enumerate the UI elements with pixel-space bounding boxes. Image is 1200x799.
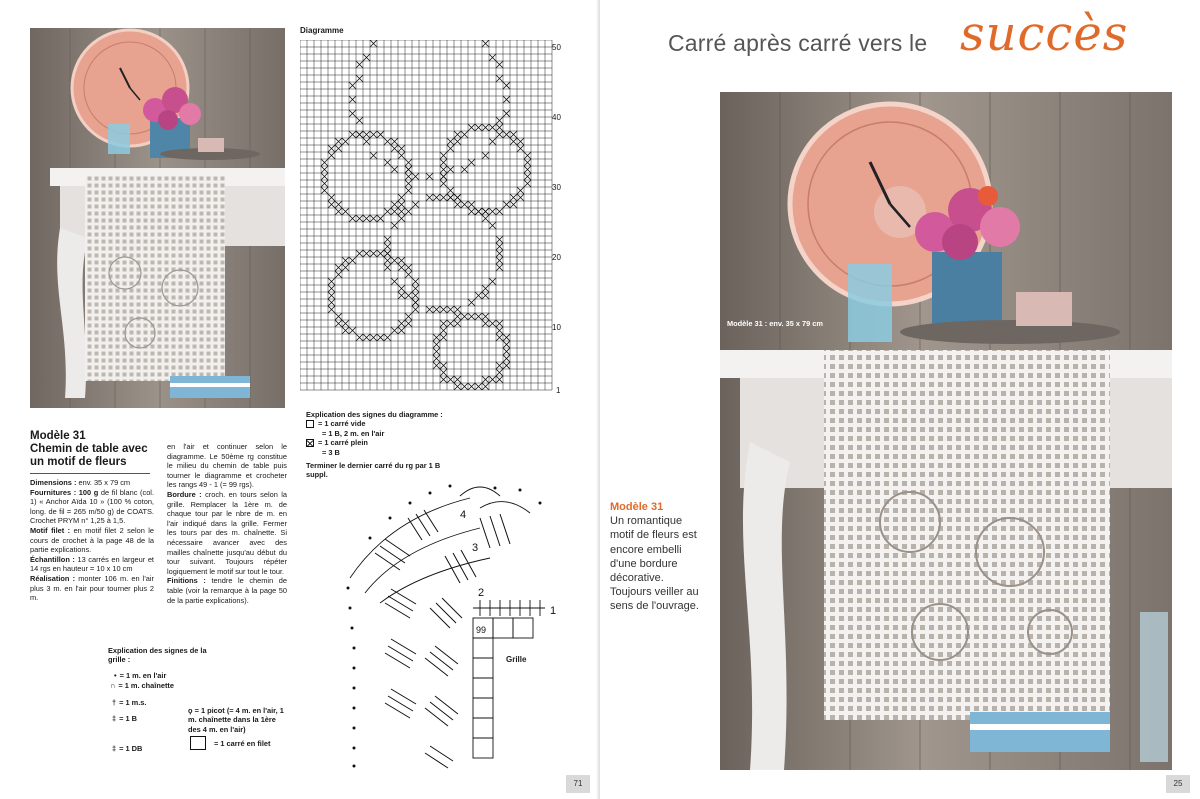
chain-stitch-icon: • — [114, 671, 117, 680]
grid-round-label: 4 — [460, 509, 467, 521]
legend-row-slip — [110, 681, 174, 690]
legend-row-dc — [112, 714, 137, 723]
making-text: monter 106 m. en l'air plus 3 m. en l'air pour tourner plus 2 m. — [30, 573, 154, 603]
model-caption-text: Un romantique motif de fleurs est encore embelli d'une bordure décorative. Toujours veiller au sens de l'ouvrage. — [610, 515, 699, 613]
model-caption — [610, 500, 708, 614]
making-label: Réalisation : — [30, 573, 76, 583]
full-square-icon — [306, 439, 314, 447]
photo-illustration-large — [720, 92, 1172, 770]
model-title: Chemin de table avec un motif de fleurs — [30, 443, 150, 474]
row-number: 1 — [556, 386, 561, 395]
dimensions-text: env. 35 x 79 cm — [78, 478, 131, 487]
diagram-title: Diagramme — [300, 26, 344, 35]
border-grid-illustration — [330, 478, 570, 773]
legend-row-sc — [112, 698, 146, 707]
page-number-left: 71 — [566, 775, 590, 793]
row-number: 20 — [552, 253, 561, 262]
filet-note — [190, 736, 271, 750]
model-caption-title: Modèle 31 — [610, 501, 664, 513]
filet-diagram-grid — [300, 40, 560, 396]
full-square-text: = 1 carré plein — [318, 438, 368, 448]
terminate-note: Terminer le dernier carré du rg par 1 B suppl. — [306, 461, 441, 480]
instructions-column-2 — [167, 442, 287, 605]
row-number: 30 — [552, 183, 561, 192]
table-runner-photo-small — [30, 28, 285, 408]
grid-count-label: 99 — [476, 625, 487, 635]
supplies-label: Fournitures : — [30, 487, 77, 497]
making-continued: en l'air et continuer selon le diagramme. Le 50ème rg constitue le milieu du chemin de table puis tourner le diagramme et crocheter les rangs 49 - 1 (= 99 rgs). — [167, 442, 287, 490]
legend-row-tr — [112, 744, 142, 753]
dimensions-label: Dimensions : — [30, 478, 77, 487]
diagram-legend-title: Explication des signes du diagramme : — [306, 410, 443, 419]
picot-icon: ϙ — [188, 706, 193, 715]
model-number: Modèle 31 — [30, 430, 86, 442]
table-runner-photo-large — [720, 92, 1172, 770]
grid-label: Grille — [506, 655, 527, 664]
picot-text: = 1 picot (= 4 m. en l'air, 1 m. chaînette dans la 1ère des 4 m. en l'air) — [188, 706, 284, 734]
empty-square-detail: = 1 B, 2 m. en l'air — [322, 428, 385, 438]
diagram-legend — [306, 410, 446, 480]
empty-square-text: = 1 carré vide — [318, 419, 366, 429]
supplies-amount: 100 g — [78, 487, 99, 497]
empty-square-icon — [306, 420, 314, 428]
single-crochet-icon: † — [112, 698, 117, 707]
supplies-text: de fil blanc (col. 1) « Anchor Aïda 10 » (100 % coton, long. de fil = 265 m/50 g) de COATS. Crochet PRYM n° 1,25 à 1,5. — [30, 487, 154, 526]
filet-text: = 1 carré en filet — [214, 738, 271, 748]
instructions-column-1 — [30, 478, 154, 603]
treble-crochet-icon: ‡ — [112, 744, 117, 753]
grid-legend — [108, 646, 218, 665]
model-heading — [30, 430, 150, 474]
page-title-main: Carré après carré vers le — [668, 30, 928, 56]
motif-text: en motif filet 2 selon le cours de crochet à la page 48 de la partie explications. — [30, 525, 154, 555]
double-crochet-text: = 1 B — [119, 714, 137, 723]
slip-stitch-icon: ∩ — [110, 681, 116, 690]
double-crochet-icon: ‡ — [112, 714, 117, 723]
gauge-text: 13 carrés en largeur et 14 rgs en hauteur = 10 x 10 cm — [30, 554, 154, 574]
photo-caption: Modèle 31 : env. 35 x 79 cm — [727, 319, 823, 328]
page-number-right: 25 — [1166, 775, 1190, 793]
page-title-accent: succès — [960, 6, 1129, 62]
slip-stitch-text: = 1 m. chaînette — [118, 681, 175, 690]
grid-legend-title: Explication des signes de la grille : — [108, 646, 207, 665]
legend-row-chain — [114, 671, 166, 680]
grid-round-label: 3 — [472, 542, 479, 554]
single-crochet-text: = 1 m.s. — [119, 698, 147, 707]
full-square-detail: = 3 B — [322, 447, 340, 457]
row-number: 50 — [552, 43, 561, 52]
row-number: 10 — [552, 323, 561, 332]
photo-illustration — [30, 28, 285, 408]
border-text: croch. en tours selon la grille. Remplacer la 1ère m. de chaque tour par le nbre de m. en l'air indiqué dans la grille. Fermer les tours par des m. chaînette. Si nécessaire avancer avec des mailles chaînette jusqu'au début du tour suivant. Toujours répéter logiquement le motif sur tout le tour. — [167, 489, 287, 576]
gauge-label: Échantillon : — [30, 554, 75, 564]
row-number: 40 — [552, 113, 561, 122]
motif-label: Motif filet : — [30, 525, 71, 535]
grid-round-label: 1 — [550, 605, 557, 617]
treble-crochet-text: = 1 DB — [119, 744, 143, 753]
filet-square-icon — [190, 736, 206, 750]
picot-note — [188, 706, 288, 734]
page-title — [668, 30, 927, 57]
border-grid-chart — [330, 478, 570, 778]
finishing-text: tendre le chemin de table (voir la remarque à la page 50 de la partie explications). — [167, 576, 288, 605]
filet-diagram — [300, 40, 560, 401]
grid-round-label: 2 — [478, 587, 485, 599]
finishing-label: Finitions : — [167, 576, 206, 586]
border-label: Bordure : — [167, 489, 202, 499]
chain-stitch-text: = 1 m. en l'air — [119, 671, 167, 680]
